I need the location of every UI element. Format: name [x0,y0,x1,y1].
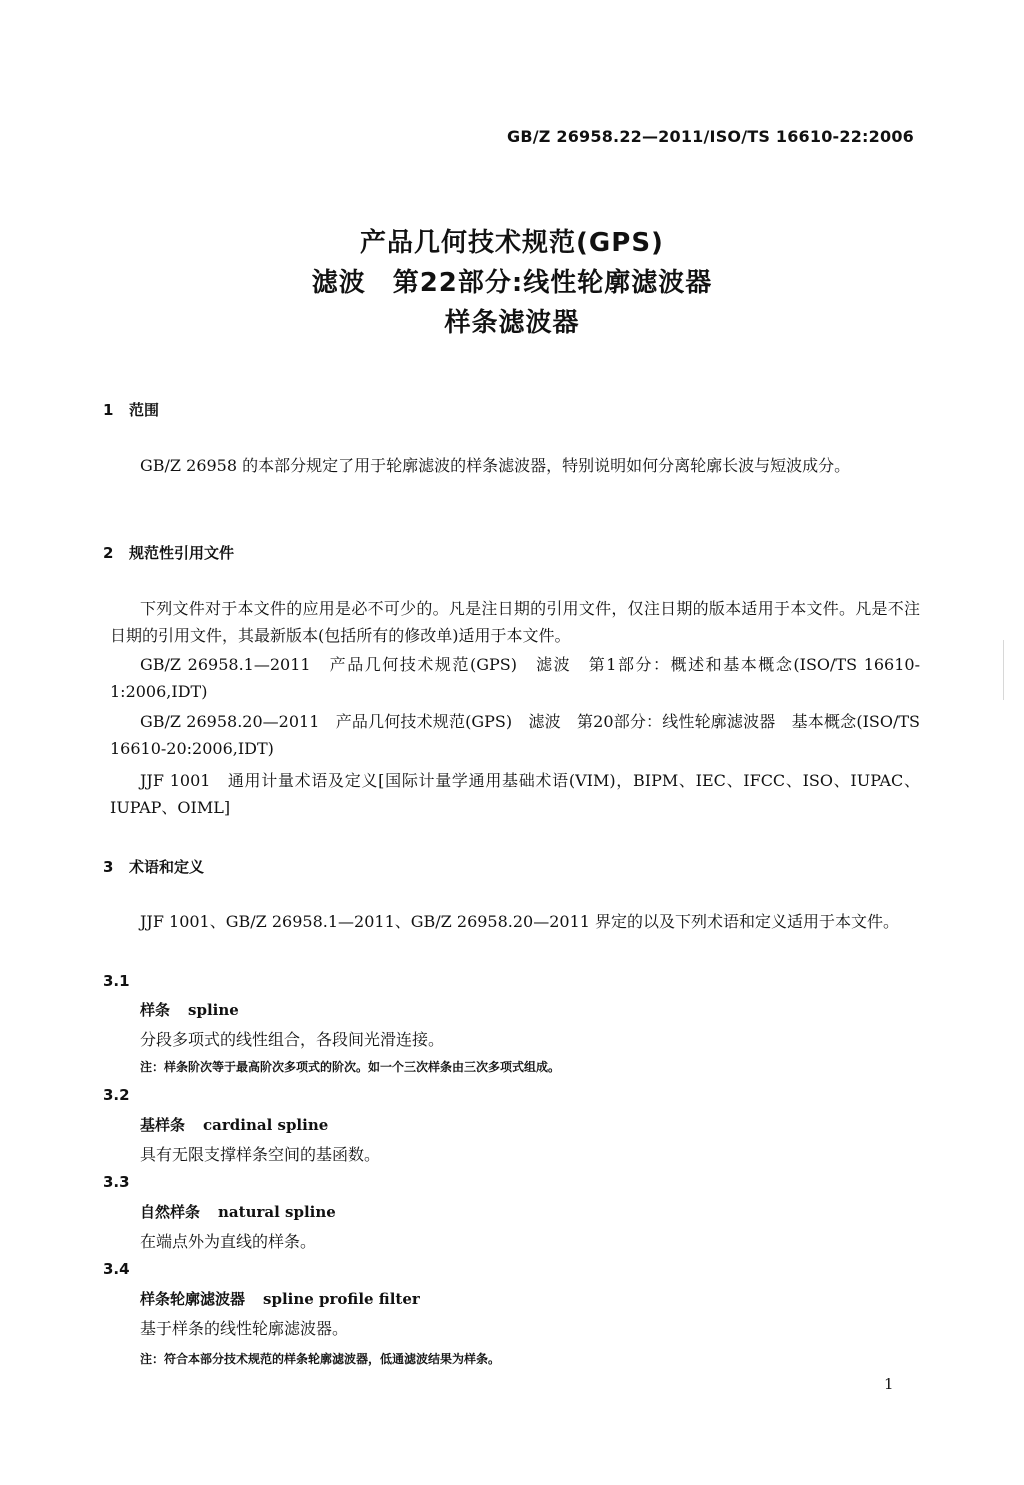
section-2-heading [103,542,234,563]
term-chinese: 自然样条 [140,1203,201,1221]
term-number: 3.4 [103,1260,130,1278]
term-chinese: 基样条 [140,1116,186,1134]
term-number: 3.1 [103,972,130,990]
section-1-paragraph: GB/Z 26958 的本部分规定了用于轮廓滤波的样条滤波器，特别说明如何分离轮廓长波与短波成分。 [140,456,851,475]
term-definition: 具有无限支撑样条空间的基函数。 [140,1145,381,1164]
term-note: 注：样条阶次等于最高阶次多项式的阶次。如一个三次样条由三次多项式组成。 [140,1060,561,1074]
normative-reference-2: GB/Z 26958.20—2011 产品几何技术规范(GPS) 滤波 第20部分：线性轮廓滤波器 基本概念(ISO/TS 16610-20:2006,IDT) [110,712,920,758]
term-number: 3.2 [103,1086,130,1104]
section-title: 范围 [129,401,160,419]
term-definition: 基于样条的线性轮廓滤波器。 [140,1319,349,1338]
term-title [140,1288,420,1309]
term-english: natural spline [218,1203,336,1221]
standard-code: GB/Z 26958.22—2011/ISO/TS 16610-22:2006 [507,127,914,146]
term-definition: 分段多项式的线性组合，各段间光滑连接。 [140,1030,445,1049]
term-english: spline [188,1001,239,1019]
normative-reference-1: GB/Z 26958.1—2011 产品几何技术规范(GPS) 滤波 第1部分：概述和基本概念(ISO/TS 16610-1:2006,IDT) [110,655,920,701]
term-title [140,1201,336,1222]
term-chinese: 样条 [140,1001,171,1019]
document-title-line-2: 滤波 第22部分:线性轮廓滤波器 [311,268,713,298]
term-number: 3.3 [103,1173,130,1191]
section-number: 1 [103,401,114,419]
normative-reference-3: JJF 1001 通用计量术语及定义[国际计量学通用基础术语(VIM)，BIPM、IEC、IFCC、ISO、IUPAC、IUPAP、OIML] [110,771,920,817]
section-number: 3 [103,858,114,876]
term-note: 注：符合本部分技术规范的样条轮廓滤波器，低通滤波结果为样条。 [140,1352,501,1366]
document-title-line-3: 样条滤波器 [444,308,580,338]
section-3-heading [103,856,204,877]
section-2-intro-paragraph: 下列文件对于本文件的应用是必不可少的。凡是注日期的引用文件，仅注日期的版本适用于本文件。凡是不注日期的引用文件，其最新版本(包括所有的修改单)适用于本文件。 [110,599,920,645]
section-number: 2 [103,544,114,562]
term-english: cardinal spline [203,1116,329,1134]
scan-edge-mark [1003,640,1004,700]
term-definition: 在端点外为直线的样条。 [140,1232,317,1251]
section-3-paragraph: JJF 1001、GB/Z 26958.1—2011、GB/Z 26958.20—2011 界定的以及下列术语和定义适用于本文件。 [140,912,900,931]
term-english: spline profile filter [263,1290,420,1308]
term-title [140,999,239,1020]
section-1-heading [103,399,159,420]
section-title: 术语和定义 [129,858,205,876]
page-number: 1 [884,1375,894,1393]
term-title [140,1114,328,1135]
section-title: 规范性引用文件 [129,544,235,562]
term-chinese: 样条轮廓滤波器 [140,1290,246,1308]
document-title-line-1: 产品几何技术规范(GPS) [360,228,664,258]
